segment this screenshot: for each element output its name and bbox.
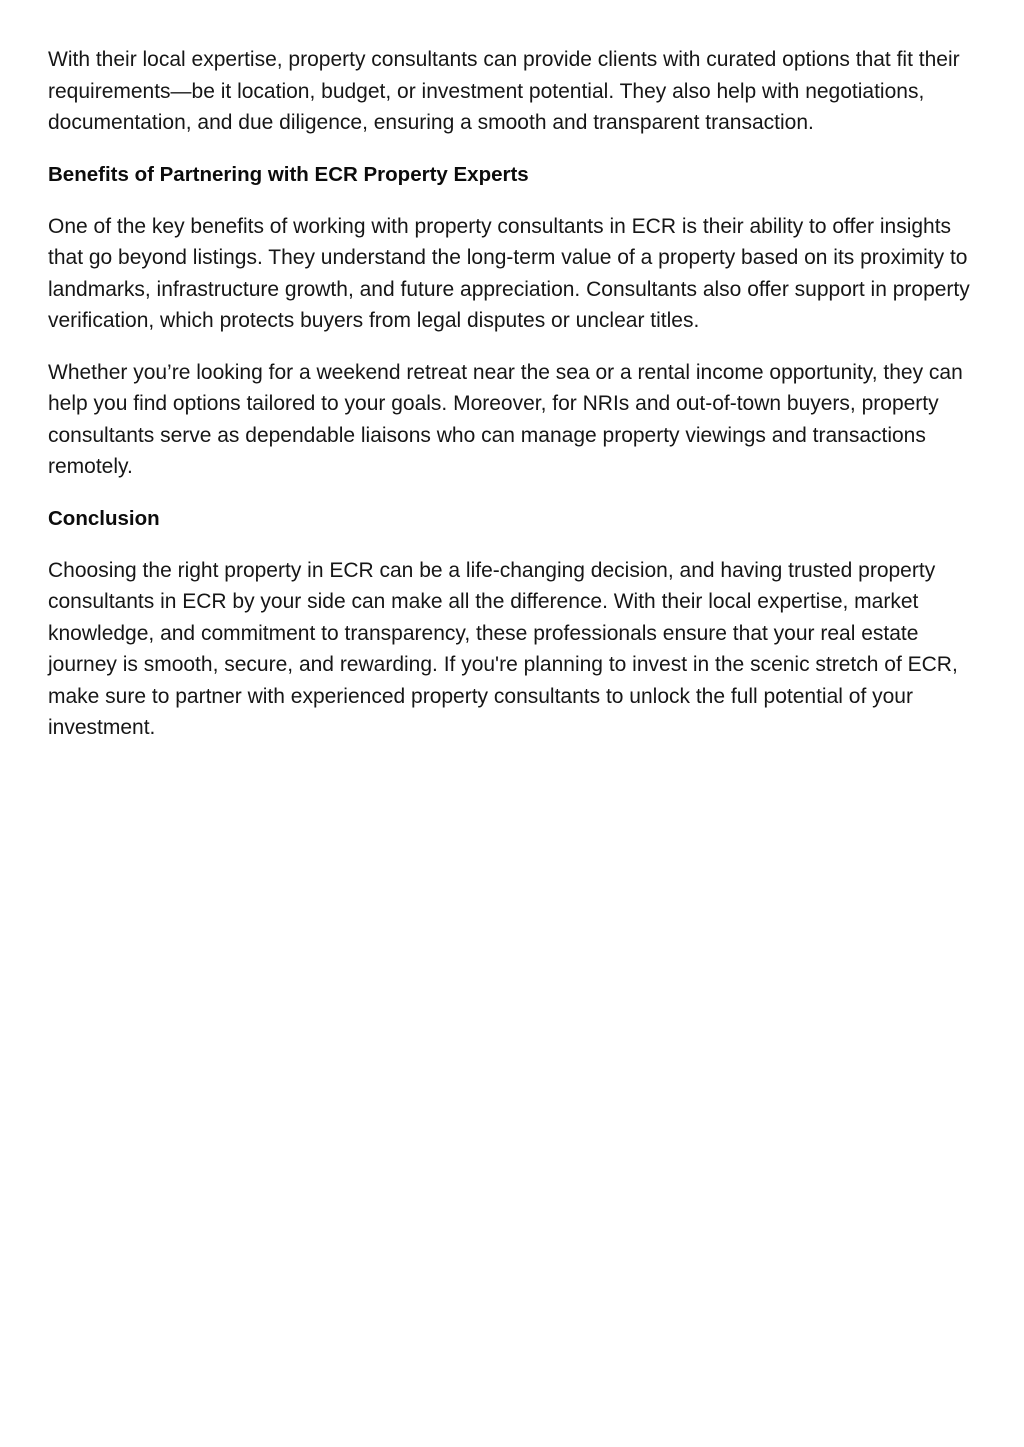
- nri-paragraph: Whether you’re looking for a weekend retreat near the sea or a rental income opportunity, they can help you find options tailored to your goals. Moreover, for NRIs and out-of-town buyers, property consultants serve as dependable liaisons who can manage property viewings and transactions remotely.: [48, 360, 963, 478]
- benefits-paragraph: One of the key benefits of working with property consultants in ECR is their ability to offer insights that go beyond listings. They understand the long-term value of a property based on its proximity to landmarks, infrastructure growth, and future appreciation. Consultants also offer support in property verification, which protects buyers from legal disputes or unclear titles.: [48, 214, 970, 332]
- intro-paragraph: With their local expertise, property consultants can provide clients with curated options that fit their requirements—be it location, budget, or investment potential. They also help with negotiations, documentation, and due diligence, ensuring a smooth and transparent transaction.: [48, 48, 960, 134]
- benefits-heading: Benefits of Partnering with ECR Property Experts: [48, 162, 529, 186]
- conclusion-heading: Conclusion: [48, 506, 160, 530]
- conclusion-paragraph: Choosing the right property in ECR can be a life-changing decision, and having trusted property consultants in ECR by your side can make all the difference. With their local expertise, market knowledge, and commitment to transparency, these professionals ensure that your real estate journey is smooth, secure, and rewarding. If you're planning to invest in the scenic stretch of ECR, make sure to partner with experienced property consultants to unlock the full potential of your investment.: [48, 558, 958, 739]
- document-page: [48, 44, 978, 764]
